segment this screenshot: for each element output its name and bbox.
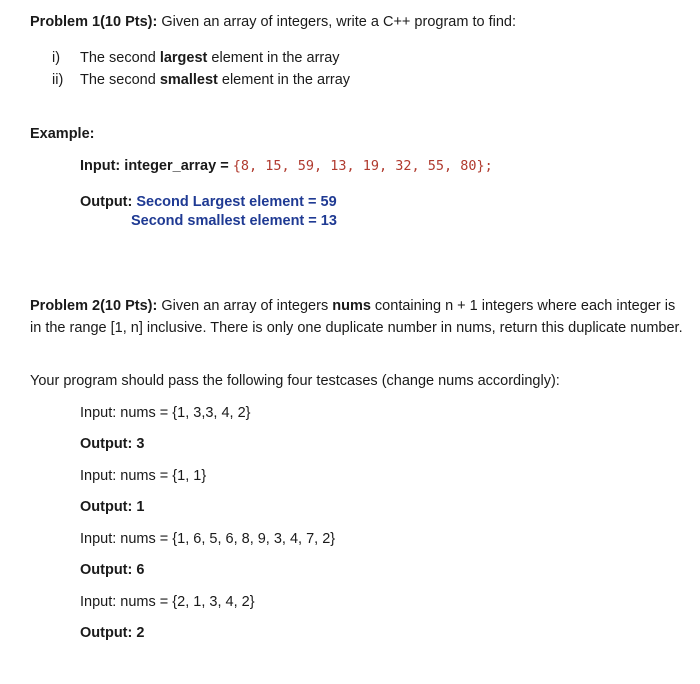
testcase-4-output: Output: 2 — [80, 625, 145, 641]
desc-bold: nums — [332, 298, 371, 314]
problem2-instructions: Your program should pass the following four testcases (change nums accordingly): — [30, 373, 560, 389]
item-text-bold: smallest — [159, 72, 218, 88]
item-number: ii) — [52, 72, 64, 88]
input-label: Input: nums = — [80, 531, 173, 547]
testcase-1-output: Output: 3 — [80, 436, 145, 452]
input-label: Input: nums = — [80, 468, 173, 484]
input-value: {1, 3,3, 4, 2} — [172, 405, 251, 421]
item-text-bold: largest — [159, 50, 208, 66]
testcase-4-input — [80, 594, 255, 610]
desc-pre: Given an array of integers — [161, 298, 333, 314]
testcase-2-output: Output: 1 — [80, 499, 145, 515]
testcase-2-input — [80, 468, 206, 484]
item-text-post: element in the array — [207, 50, 340, 66]
item-text-pre: The second — [80, 72, 160, 88]
desc-post: containing n + 1 integers where each integer is in the range [1, n] inclusive. There is only one duplicate number in nums, return this duplicate number. — [30, 298, 683, 336]
problem1-item-2 — [52, 72, 350, 88]
testcase-3-output: Output: 6 — [80, 562, 145, 578]
input-value: {1, 6, 5, 6, 8, 9, 3, 4, 7, 2} — [172, 531, 336, 547]
problem2-title: Problem 2(10 Pts): — [30, 298, 158, 314]
input-code: {8, 15, 59, 13, 19, 32, 55, 80}; — [232, 158, 493, 174]
problem1-heading — [30, 14, 516, 30]
item-number: i) — [52, 50, 61, 66]
testcase-1-input — [80, 405, 251, 421]
output-line-2: Second smallest element = 13 — [131, 213, 337, 229]
output-line-1: Second Largest element = 59 — [136, 194, 337, 210]
output-label: Output: — [80, 194, 133, 210]
example-output — [80, 194, 337, 210]
input-value: {1, 1} — [172, 468, 207, 484]
input-text: integer_array = — [124, 158, 229, 174]
problem2-description — [30, 295, 690, 339]
input-value: {2, 1, 3, 4, 2} — [172, 594, 255, 610]
problem1-intro: Given an array of integers, write a C++ program to find: — [161, 14, 516, 30]
problem1-item-1 — [52, 50, 340, 66]
input-label: Input: nums = — [80, 405, 173, 421]
problem1-title: Problem 1(10 Pts): — [30, 14, 158, 30]
item-text-post: element in the array — [217, 72, 351, 88]
input-label: Input: nums = — [80, 594, 173, 610]
testcase-3-input — [80, 531, 335, 547]
example-input — [80, 158, 493, 174]
input-label: Input: — [80, 158, 121, 174]
item-text-pre: The second — [80, 50, 160, 66]
example-label: Example: — [30, 126, 95, 142]
